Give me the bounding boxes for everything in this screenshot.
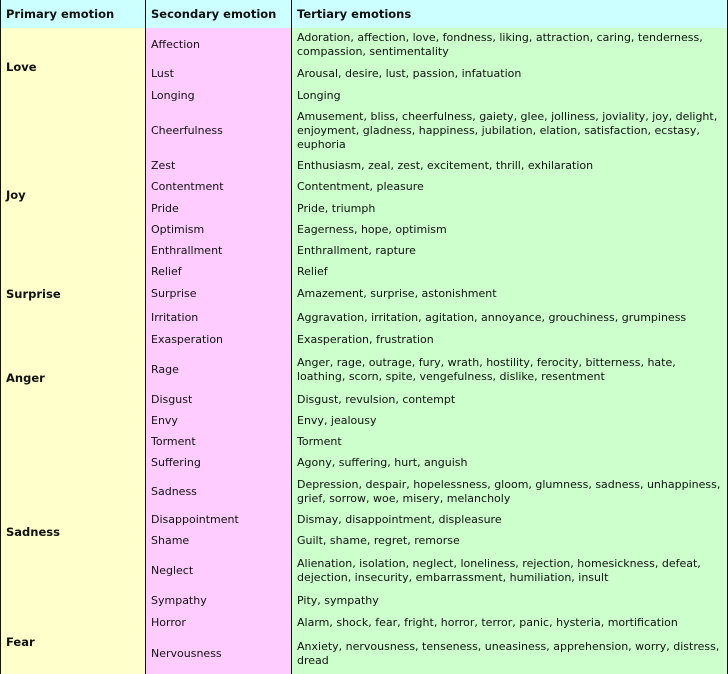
tertiary-exasperation (291, 329, 728, 351)
secondary-label: Zest (151, 158, 176, 172)
tertiary-label: Exasperation, frustration (297, 332, 434, 346)
tertiary-label: Relief (297, 265, 328, 278)
secondary-label: Horror (151, 615, 186, 629)
header-primary-label: Primary emotion (6, 7, 115, 21)
tertiary-surprise-irritation (291, 283, 728, 330)
secondary-relief (145, 261, 292, 284)
tertiary-label: Eagerness, hope, optimism (297, 222, 447, 236)
secondary-affection: Affection (151, 38, 200, 51)
secondary-shame (145, 530, 292, 552)
tertiary-disgust (291, 389, 728, 411)
tertiary-irritation: Aggravation, irritation, agitation, annoyance, grouchiness, grumpiness (297, 311, 687, 324)
secondary-disgust (145, 389, 292, 411)
primary-joy (0, 106, 146, 284)
tertiary-relief (291, 261, 728, 284)
header-secondary-label: Secondary emotion (151, 7, 277, 21)
tertiary-affection: Adoration, affection, love, fondness, liking, attraction, caring, tenderness, compassion, sentimentality (297, 31, 703, 58)
tertiary-sadness: Depression, despair, hopelessness, gloom, glumness, sadness, unhappiness, grief, sorrow, woe, misery, melancholy (297, 478, 721, 505)
secondary-envy (145, 410, 292, 432)
secondary-contentment-pride (145, 176, 292, 220)
secondary-label: Torment (151, 434, 196, 448)
secondary-label: Exasperation (151, 332, 224, 346)
tertiary-label: Torment (297, 434, 342, 448)
tertiary-optimism (291, 219, 728, 241)
tertiary-label: Guilt, shame, regret, remorse (297, 533, 460, 547)
primary-label: Fear (6, 635, 35, 649)
secondary-sympathy: Sympathy (151, 594, 207, 607)
tertiary-horror (291, 611, 728, 635)
secondary-label: Enthrallment (151, 243, 223, 257)
secondary-irritation: Irritation (151, 311, 199, 324)
primary-surprise: Surprise (6, 287, 61, 301)
tertiary-label: Longing (297, 88, 341, 102)
secondary-optimism (145, 219, 292, 241)
secondary-neglect-sympathy (145, 551, 292, 612)
tertiary-label: Enthrallment, rapture (297, 243, 416, 257)
secondary-exasperation (145, 329, 292, 351)
tertiary-label: Anxiety, nervousness, tenseness, uneasiness, apprehension, worry, distress, dread (297, 640, 720, 667)
tertiary-enthrallment (291, 240, 728, 262)
header-secondary-emotion (145, 0, 292, 29)
secondary-torment (145, 431, 292, 453)
tertiary-shame (291, 530, 728, 552)
primary-label: Sadness (6, 524, 60, 539)
tertiary-label: Dismay, disappointment, displeasure (297, 512, 502, 526)
secondary-contentment: Contentment (151, 180, 224, 193)
tertiary-longing (291, 85, 728, 107)
secondary-label: Disgust (151, 392, 193, 406)
tertiary-neglect: Alienation, isolation, neglect, loneliness, rejection, homesickness, defeat, dejection, insecurity, embarrassment, humiliation, insult (297, 557, 701, 584)
secondary-surprise: Surprise (151, 287, 197, 300)
secondary-surprise-irritation (145, 283, 292, 330)
secondary-zest (145, 155, 292, 177)
secondary-disappointment (145, 509, 292, 531)
tertiary-label: Anger, rage, outrage, fury, wrath, hostility, ferocity, bitterness, hate, loathing, scorn, spite, vengefulness, dislike, resentment (297, 355, 676, 383)
secondary-suffering-sadness (145, 452, 292, 510)
tertiary-contentment: Contentment, pleasure (297, 180, 424, 193)
secondary-label: Shame (151, 533, 190, 547)
tertiary-label: Alarm, shock, fear, fright, horror, terror, panic, hysteria, mortification (297, 615, 678, 629)
tertiary-label: Enthusiasm, zeal, zest, excitement, thrill, exhilaration (297, 158, 594, 172)
secondary-neglect: Neglect (151, 564, 194, 577)
primary-surprise-anger (0, 283, 146, 453)
tertiary-sympathy: Pity, sympathy (297, 594, 379, 607)
secondary-label: Optimism (151, 222, 205, 236)
tertiary-cheerfulness (291, 106, 728, 156)
header-primary-emotion (0, 0, 146, 29)
secondary-pride: Pride (151, 202, 179, 215)
tertiary-surprise: Amazement, surprise, astonishment (297, 287, 497, 300)
secondary-affection-lust (145, 28, 292, 86)
secondary-label: Relief (151, 265, 182, 278)
tertiary-rage (291, 350, 728, 390)
secondary-label: Envy (151, 413, 178, 427)
primary-love (0, 28, 146, 107)
secondary-label: Cheerfulness (151, 123, 223, 137)
tertiary-zest (291, 155, 728, 177)
secondary-enthrallment (145, 240, 292, 262)
tertiary-neglect-sympathy (291, 551, 728, 612)
tertiary-suffering-sadness (291, 452, 728, 510)
secondary-sadness: Sadness (151, 485, 197, 498)
secondary-suffering: Suffering (151, 456, 201, 469)
tertiary-label: Amusement, bliss, cheerfulness, gaiety, glee, jolliness, joviality, joy, delight, enjoyment, gladness, happiness, jubilation, elation, satisfaction, ecstasy, euphoria (297, 109, 718, 151)
secondary-label: Disappointment (151, 512, 239, 526)
tertiary-affection-lust (291, 28, 728, 86)
secondary-longing (145, 85, 292, 107)
tertiary-lust: Arousal, desire, lust, passion, infatuation (297, 67, 522, 80)
tertiary-label: Disgust, revulsion, contempt (297, 392, 456, 406)
secondary-rage (145, 350, 292, 390)
header-tertiary-emotions (291, 0, 728, 29)
tertiary-torment (291, 431, 728, 453)
secondary-label: Nervousness (151, 647, 222, 660)
tertiary-label: Envy, jealousy (297, 413, 377, 427)
secondary-cheerfulness (145, 106, 292, 156)
header-tertiary-label: Tertiary emotions (297, 7, 412, 21)
primary-label: Joy (6, 187, 26, 202)
primary-label: Love (6, 60, 37, 74)
tertiary-pride: Pride, triumph (297, 202, 376, 215)
tertiary-disappointment (291, 509, 728, 531)
secondary-lust: Lust (151, 67, 174, 80)
secondary-label: Longing (151, 88, 195, 102)
tertiary-nervousness (291, 634, 728, 674)
tertiary-contentment-pride (291, 176, 728, 220)
primary-anger: Anger (6, 371, 45, 385)
secondary-label: Rage (151, 362, 179, 376)
primary-fear (0, 611, 146, 674)
primary-sadness (0, 452, 146, 612)
secondary-nervousness (145, 634, 292, 674)
secondary-horror (145, 611, 292, 635)
tertiary-suffering: Agony, suffering, hurt, anguish (297, 456, 468, 469)
tertiary-envy (291, 410, 728, 432)
